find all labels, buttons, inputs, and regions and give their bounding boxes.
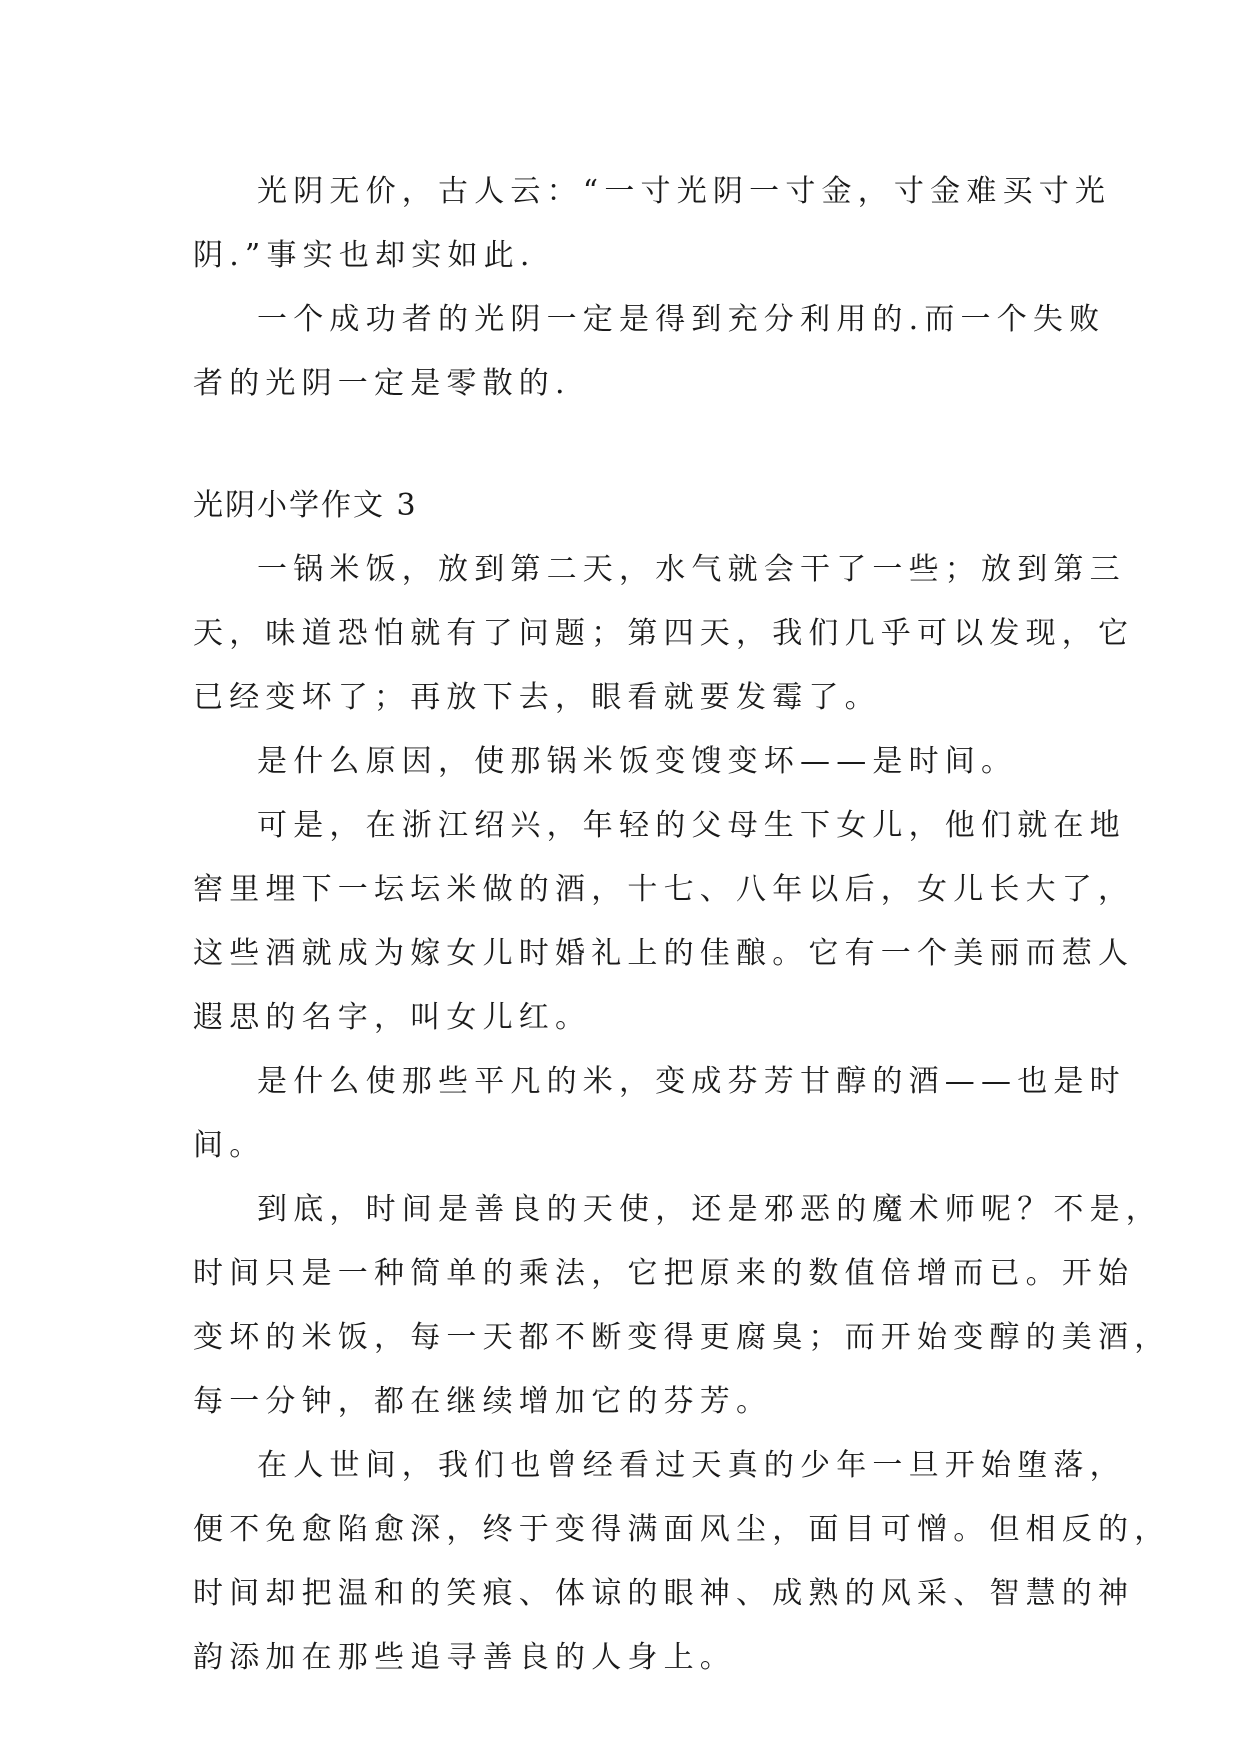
text-line: 变坏的米饭，每一天都不断变得更腐臭；而开始变醇的美酒， [193, 1320, 1171, 1355]
paragraph [193, 794, 1135, 1050]
text-line: 一锅米饭，放到第二天，水气就会干了一些；放到第三 [257, 552, 1126, 587]
text-line: 韵添加在那些追寻善良的人身上。 [193, 1640, 736, 1675]
text-line: 可是，在浙江绍兴，年轻的父母生下女儿，他们就在地 [257, 808, 1126, 843]
text-line: 天，味道恐怕就有了问题；第四天，我们几乎可以发现，它 [193, 616, 1135, 651]
paragraph [193, 1050, 1126, 1178]
paragraph [193, 730, 1053, 794]
paragraph [193, 538, 1135, 730]
text-line: 这些酒就成为嫁女儿时婚礼上的佳酿。它有一个美丽而惹人 [193, 936, 1135, 971]
text-line: 阴.”事实也却实如此. [193, 238, 536, 273]
text-line: 遐思的名字，叫女儿红。 [193, 1000, 592, 1035]
text-line: 时间却把温和的笑痕、体谅的眼神、成熟的风采、智慧的神 [193, 1576, 1135, 1611]
paragraph [193, 288, 1106, 416]
paragraph [193, 1434, 1171, 1690]
document-page [193, 160, 1171, 1690]
text-line: 每一分钟，都在继续增加它的芬芳。 [193, 1384, 773, 1419]
text-line: 已经变坏了；再放下去，眼看就要发霉了。 [193, 680, 881, 715]
paragraph [193, 160, 1112, 288]
text-line: 便不免愈陷愈深，终于变得满面风尘，面目可憎。但相反的， [193, 1512, 1171, 1547]
text-line: 时间只是一种简单的乘法，它把原来的数值倍增而已。开始 [193, 1256, 1135, 1291]
text-line: 是什么使那些平凡的米，变成芬芳甘醇的酒——也是时 [257, 1064, 1126, 1099]
text-line: 间。 [193, 1128, 266, 1163]
text-line: 者的光阴一定是零散的. [193, 366, 571, 401]
section-heading: 光阴小学作文 3 [193, 488, 418, 523]
paragraph [193, 1178, 1171, 1434]
text-line: 窖里埋下一坛坛米做的酒，十七、八年以后，女儿长大了， [193, 872, 1135, 907]
text-line: 在人世间，我们也曾经看过天真的少年一旦开始堕落， [257, 1448, 1126, 1483]
text-line: 到底，时间是善良的天使，还是邪恶的魔术师呢？不是， [257, 1192, 1162, 1227]
text-line: 一个成功者的光阴一定是得到充分利用的.而一个失败 [257, 302, 1106, 337]
text-line: 光阴无价，古人云：“一寸光阴一寸金，寸金难买寸光 [257, 174, 1112, 209]
text-line: 是什么原因，使那锅米饭变馊变坏——是时间。 [257, 744, 1018, 779]
